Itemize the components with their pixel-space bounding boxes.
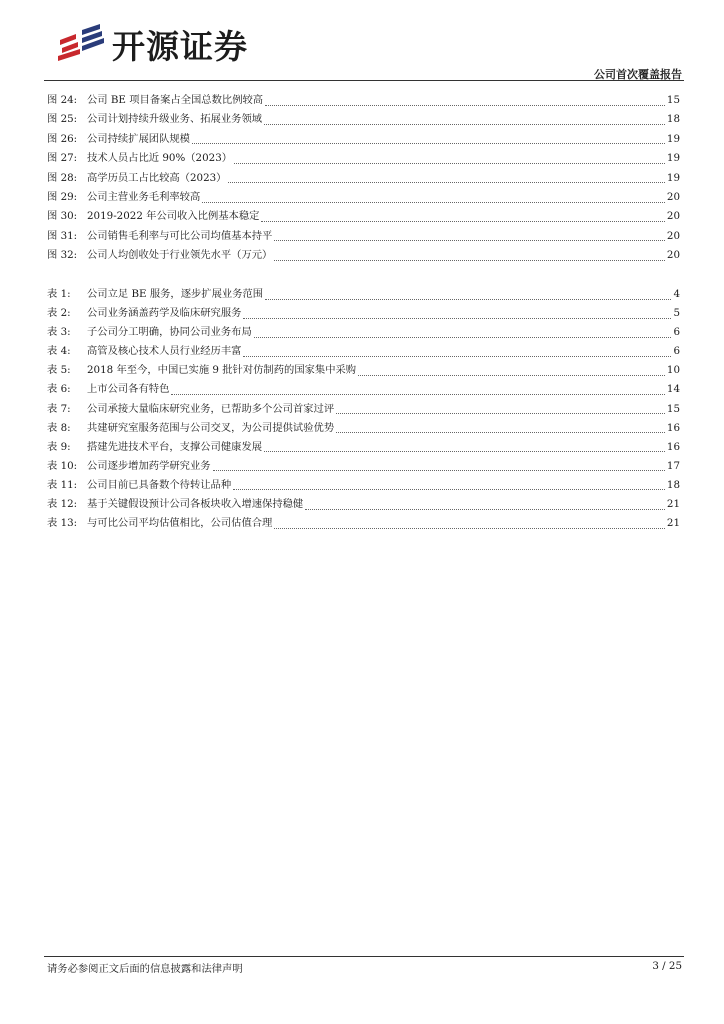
table-entry-label: 表 5: <box>47 364 71 377</box>
dot-leader <box>274 259 665 261</box>
table-entry-title[interactable]: 公司承接大量临床研究业务，已帮助多个公司首家过评 <box>87 402 335 415</box>
table-entry[interactable] <box>47 476 680 495</box>
dot-leader <box>243 355 671 357</box>
legal-disclaimer: 请务必参阅正文后面的信息披露和法律声明 <box>47 963 243 975</box>
table-entry[interactable] <box>47 438 680 457</box>
table-entry-title[interactable]: 公司目前已具备数个待转让品种 <box>87 478 232 491</box>
figure-entry-title[interactable]: 公司销售毛利率与可比公司均值基本持平 <box>87 229 273 242</box>
figure-index <box>47 91 680 266</box>
table-entry-title[interactable]: 公司业务涵盖药学及临床研究服务 <box>87 307 242 320</box>
table-entry-label: 表 10: <box>47 459 78 472</box>
figure-entry[interactable] <box>47 246 680 265</box>
table-entry-page: 15 <box>666 402 680 415</box>
table-entry-label: 表 1: <box>47 288 71 300</box>
figure-entry-label: 图 30: <box>47 210 78 223</box>
dot-leader <box>358 374 665 376</box>
footer-divider <box>44 956 684 957</box>
figure-entry[interactable] <box>47 169 680 188</box>
figure-entry-label: 图 26: <box>47 132 78 145</box>
dot-leader <box>264 450 665 452</box>
figure-entry[interactable] <box>47 188 680 207</box>
dot-leader <box>264 123 665 125</box>
table-entry-page: 18 <box>666 478 680 491</box>
table-entry-title[interactable]: 公司立足 BE 服务，逐步扩展业务范围 <box>87 288 264 300</box>
dot-leader <box>305 508 665 510</box>
table-entry[interactable] <box>47 514 680 533</box>
table-entry-title[interactable]: 公司逐步增加药学研究业务 <box>87 459 211 472</box>
table-entry-page: 10 <box>666 364 680 377</box>
figure-entry-page: 20 <box>666 229 680 242</box>
figure-entry-label: 图 27: <box>47 152 78 165</box>
table-entry[interactable] <box>47 323 680 342</box>
dot-leader <box>336 431 665 433</box>
table-entry-title[interactable]: 与可比公司平均估值相比，公司估值合理 <box>87 517 273 530</box>
figure-entry-label: 图 24: <box>47 94 78 106</box>
dot-leader <box>228 181 664 183</box>
table-entry-label: 表 6: <box>47 383 71 396</box>
table-entry[interactable] <box>47 380 680 399</box>
dot-leader <box>274 527 665 529</box>
table-entry-label: 表 4: <box>47 345 71 358</box>
dot-leader <box>171 393 665 395</box>
page-number: 3 / 25 <box>652 960 682 972</box>
table-entry-page: 14 <box>666 383 680 396</box>
figure-entry-title[interactable]: 高学历员工占比较高（2023） <box>87 171 227 184</box>
kaiyuan-logo-icon <box>56 24 106 64</box>
figure-entry-title[interactable]: 公司主营业务毛利率较高 <box>87 190 201 203</box>
table-entry-page: 6 <box>673 345 680 358</box>
table-entry-page: 6 <box>673 326 680 339</box>
table-entry-label: 表 11: <box>47 478 78 491</box>
figure-entry[interactable] <box>47 91 680 110</box>
table-entry-page: 21 <box>666 517 680 530</box>
figure-entry-title[interactable]: 技术人员占比近 90%（2023） <box>87 152 233 165</box>
table-entry[interactable] <box>47 342 680 361</box>
figure-entry-page: 20 <box>666 190 680 203</box>
dot-leader <box>234 162 665 164</box>
figure-entry-title[interactable]: 2019-2022 年公司收入比例基本稳定 <box>87 210 260 223</box>
company-logo <box>56 22 248 66</box>
dot-leader <box>192 142 665 144</box>
figure-entry-label: 图 25: <box>47 113 78 126</box>
table-entry-label: 表 12: <box>47 498 78 511</box>
table-entry-page: 16 <box>666 421 680 434</box>
figure-entry-page: 19 <box>666 132 680 145</box>
figure-entry-page: 18 <box>666 113 680 126</box>
table-entry-label: 表 13: <box>47 517 78 530</box>
header-divider <box>44 80 684 81</box>
figure-entry-page: 15 <box>666 94 680 106</box>
table-entry-page: 5 <box>673 307 680 320</box>
dot-leader <box>254 336 672 338</box>
table-entry-page: 4 <box>673 288 680 300</box>
figure-entry-label: 图 29: <box>47 190 78 203</box>
table-entry-page: 21 <box>666 498 680 511</box>
figure-entry[interactable] <box>47 149 680 168</box>
table-entry[interactable] <box>47 457 680 476</box>
figure-entry-label: 图 28: <box>47 171 78 184</box>
table-entry-title[interactable]: 共建研究室服务范围与公司交叉，为公司提供试验优势 <box>87 421 335 434</box>
table-entry-label: 表 8: <box>47 421 71 434</box>
table-entry[interactable] <box>47 304 680 323</box>
figure-entry[interactable] <box>47 227 680 246</box>
figure-entry-page: 19 <box>666 171 680 184</box>
figure-entry-page: 20 <box>666 249 680 262</box>
table-entry[interactable] <box>47 361 680 380</box>
table-entry[interactable] <box>47 419 680 438</box>
figure-entry-title[interactable]: 公司计划持续升级业务、拓展业务领域 <box>87 113 263 126</box>
table-entry-label: 表 3: <box>47 326 71 339</box>
table-entry-page: 17 <box>666 459 680 472</box>
table-entry-title[interactable]: 基于关键假设预计公司各板块收入增速保持稳健 <box>87 498 304 511</box>
dot-leader <box>233 488 665 490</box>
figure-entry[interactable] <box>47 207 680 226</box>
table-entry-title[interactable]: 搭建先进技术平台，支撑公司健康发展 <box>87 440 263 453</box>
dot-leader <box>336 412 665 414</box>
table-entry-label: 表 7: <box>47 402 71 415</box>
report-type: 公司首次覆盖报告 <box>594 68 682 81</box>
figure-entry-title[interactable]: 公司人均创收处于行业领先水平（万元） <box>87 249 273 262</box>
dot-leader <box>265 298 671 300</box>
table-entry[interactable] <box>47 495 680 514</box>
dot-leader <box>243 317 671 319</box>
dot-leader <box>265 104 665 106</box>
table-entry-title[interactable]: 上市公司各有特色 <box>87 383 170 396</box>
figure-entry-title[interactable]: 公司持续扩展团队规模 <box>87 132 190 145</box>
table-entry-page: 16 <box>666 440 680 453</box>
figure-entry-label: 图 31: <box>47 229 78 242</box>
table-entry-label: 表 9: <box>47 440 71 453</box>
figure-entry-label: 图 32: <box>47 249 78 262</box>
figure-entry-title[interactable]: 公司 BE 项目备案占全国总数比例较高 <box>87 94 264 106</box>
figure-entry[interactable] <box>47 130 680 149</box>
dot-leader <box>261 220 664 222</box>
table-entry[interactable] <box>47 400 680 419</box>
figure-entry-page: 20 <box>666 210 680 223</box>
dot-leader <box>213 469 665 471</box>
dot-leader <box>274 239 665 241</box>
table-entry-title[interactable]: 子公司分工明确，协同公司业务布局 <box>87 326 252 339</box>
table-entry[interactable] <box>47 285 680 304</box>
table-index <box>47 285 680 533</box>
table-entry-title[interactable]: 高管及核心技术人员行业经历丰富 <box>87 345 242 358</box>
table-entry-label: 表 2: <box>47 307 71 320</box>
brand-name: 开源证券 <box>112 26 248 66</box>
figure-entry-page: 19 <box>666 152 680 165</box>
dot-leader <box>202 201 665 203</box>
table-entry-title[interactable]: 2018 年至今，中国已实施 9 批针对仿制药的国家集中采购 <box>87 364 357 377</box>
figure-entry[interactable] <box>47 110 680 129</box>
